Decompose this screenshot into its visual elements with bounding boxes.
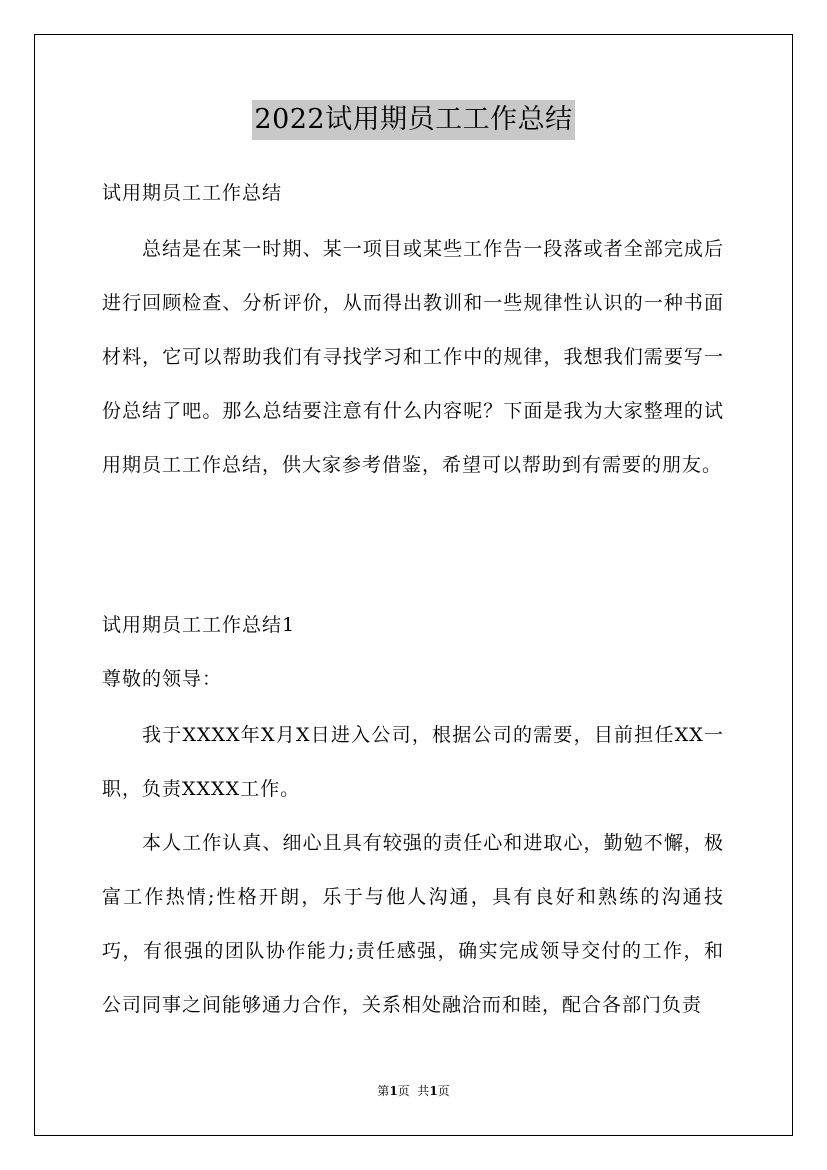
footer-prefix: 第 bbox=[377, 1084, 390, 1098]
intro-heading: 试用期员工工作总结 bbox=[102, 182, 283, 204]
page-footer bbox=[0, 1083, 827, 1099]
section1-heading: 试用期员工工作总结1 bbox=[102, 614, 296, 636]
footer-total-pages: 1 bbox=[429, 1084, 438, 1098]
footer-suffix: 页 bbox=[437, 1084, 450, 1098]
salutation: 尊敬的领导： bbox=[102, 668, 223, 690]
intro-paragraph: 总结是在某一时期、某一项目或某些工作告一段落或者全部完成后进行回顾检查、分析评价，从而得出教训和一些规律性认识的一种书面材料，它可以帮助我们有寻找学习和工作中的规律，我想我们需要写一份总结了吧。那么总结要注意有什么内容呢？下面是我为大家整理的试用期员工工作总结，供大家参考借鉴，希望可以帮助到有需要的朋友。 bbox=[102, 238, 724, 476]
footer-page-number: 1 bbox=[389, 1084, 398, 1098]
section1-paragraph-1: 我于XXXX年X月X日进入公司，根据公司的需要，目前担任XX一职，负责XXXX工作。 bbox=[102, 724, 724, 800]
footer-middle: 页 共 bbox=[397, 1084, 430, 1098]
document-title: 2022试用期员工工作总结 bbox=[252, 100, 574, 140]
title-container bbox=[0, 100, 827, 140]
section1-paragraph-2: 本人工作认真、细心且具有较强的责任心和进取心，勤勉不懈，极富工作热情;性格开朗，乐于与他人沟通，具有良好和熟练的沟通技巧，有很强的团队协作能力;责任感强，确实完成领导交付的工作，和公司同事之间能够通力合作，关系相处融洽而和睦，配合各部门负责 bbox=[102, 832, 724, 1016]
